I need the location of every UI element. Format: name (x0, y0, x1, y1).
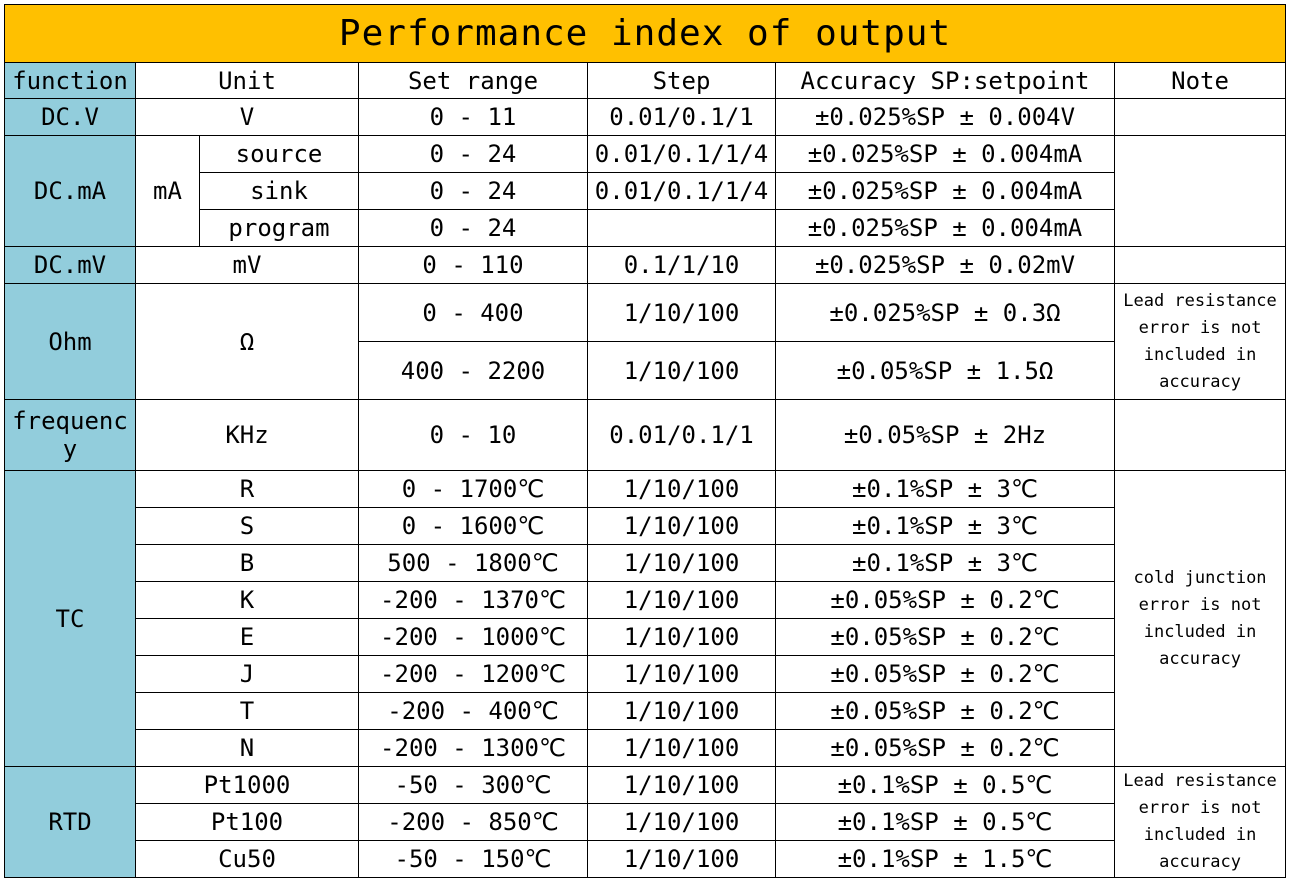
note-cell (1115, 136, 1286, 247)
function-cell-frequency: frequency (5, 400, 136, 471)
range-cell: 0 - 11 (359, 99, 588, 136)
table-row (5, 508, 1286, 545)
range-cell: -200 - 1300℃ (359, 730, 588, 767)
table-row (5, 804, 1286, 841)
unit-cell: B (136, 545, 359, 582)
unit-cell: S (136, 508, 359, 545)
table-row (5, 545, 1286, 582)
table-row (5, 619, 1286, 656)
header-row (5, 63, 1286, 99)
header-set-range: Set range (359, 63, 588, 99)
accuracy-cell: ±0.05%SP ± 1.5Ω (776, 342, 1115, 400)
unit-cell: mV (136, 247, 359, 284)
function-cell-dcma: DC.mA (5, 136, 136, 247)
note-cell-tc: cold junction error is not included in accuracy (1115, 471, 1286, 767)
accuracy-cell: ±0.05%SP ± 0.2℃ (776, 693, 1115, 730)
step-cell: 1/10/100 (588, 582, 776, 619)
unit-cell: R (136, 471, 359, 508)
accuracy-cell: ±0.025%SP ± 0.004mA (776, 210, 1115, 247)
step-cell: 0.1/1/10 (588, 247, 776, 284)
range-cell: 400 - 2200 (359, 342, 588, 400)
step-cell: 1/10/100 (588, 656, 776, 693)
accuracy-cell: ±0.05%SP ± 2Hz (776, 400, 1115, 471)
header-step: Step (588, 63, 776, 99)
step-cell: 0.01/0.1/1 (588, 400, 776, 471)
subunit-cell: sink (200, 173, 359, 210)
header-unit: Unit (136, 63, 359, 99)
accuracy-cell: ±0.05%SP ± 0.2℃ (776, 582, 1115, 619)
table-row (5, 247, 1286, 284)
range-cell: 0 - 24 (359, 210, 588, 247)
step-cell: 0.01/0.1/1/4 (588, 136, 776, 173)
step-cell: 1/10/100 (588, 804, 776, 841)
accuracy-cell: ±0.1%SP ± 1.5℃ (776, 841, 1115, 878)
function-cell-ohm: Ohm (5, 284, 136, 400)
step-cell: 0.01/0.1/1 (588, 99, 776, 136)
header-accuracy: Accuracy SP:setpoint (776, 63, 1115, 99)
accuracy-cell: ±0.05%SP ± 0.2℃ (776, 619, 1115, 656)
unit-cell: Ω (136, 284, 359, 400)
unit-cell: Cu50 (136, 841, 359, 878)
step-cell: 1/10/100 (588, 471, 776, 508)
range-cell: -200 - 1000℃ (359, 619, 588, 656)
range-cell: 0 - 24 (359, 173, 588, 210)
note-cell (1115, 400, 1286, 471)
note-cell-rtd: Lead resistance error is not included in accuracy (1115, 767, 1286, 878)
table-row (5, 767, 1286, 804)
step-cell: 1/10/100 (588, 342, 776, 400)
table-row (5, 730, 1286, 767)
accuracy-cell: ±0.025%SP ± 0.3Ω (776, 284, 1115, 342)
step-cell: 1/10/100 (588, 841, 776, 878)
range-cell: -200 - 400℃ (359, 693, 588, 730)
accuracy-cell: ±0.025%SP ± 0.004V (776, 99, 1115, 136)
note-cell-ohm: Lead resistance error is not included in accuracy (1115, 284, 1286, 400)
accuracy-cell: ±0.05%SP ± 0.2℃ (776, 730, 1115, 767)
unit-cell: Pt100 (136, 804, 359, 841)
step-cell: 1/10/100 (588, 508, 776, 545)
range-cell: -200 - 850℃ (359, 804, 588, 841)
range-cell: 0 - 24 (359, 136, 588, 173)
table-title: Performance index of output (5, 5, 1286, 63)
step-cell: 1/10/100 (588, 284, 776, 342)
table-row (5, 693, 1286, 730)
unit-cell: J (136, 656, 359, 693)
performance-table (4, 4, 1286, 878)
table-row (5, 99, 1286, 136)
accuracy-cell: ±0.025%SP ± 0.004mA (776, 173, 1115, 210)
note-cell (1115, 99, 1286, 136)
step-cell: 0.01/0.1/1/4 (588, 173, 776, 210)
accuracy-cell: ±0.1%SP ± 3℃ (776, 508, 1115, 545)
accuracy-cell: ±0.025%SP ± 0.02mV (776, 247, 1115, 284)
range-cell: -50 - 150℃ (359, 841, 588, 878)
unit-cell: K (136, 582, 359, 619)
accuracy-cell: ±0.025%SP ± 0.004mA (776, 136, 1115, 173)
unit-cell-ma: mA (136, 136, 200, 247)
unit-cell: T (136, 693, 359, 730)
function-cell-dcmv: DC.mV (5, 247, 136, 284)
accuracy-cell: ±0.1%SP ± 3℃ (776, 471, 1115, 508)
function-cell-rtd: RTD (5, 767, 136, 878)
range-cell: 500 - 1800℃ (359, 545, 588, 582)
subunit-cell: source (200, 136, 359, 173)
function-cell-dcv: DC.V (5, 99, 136, 136)
accuracy-cell: ±0.1%SP ± 0.5℃ (776, 804, 1115, 841)
step-cell: 1/10/100 (588, 693, 776, 730)
range-cell: 0 - 1700℃ (359, 471, 588, 508)
header-note: Note (1115, 63, 1286, 99)
accuracy-cell: ±0.05%SP ± 0.2℃ (776, 656, 1115, 693)
unit-cell: Pt1000 (136, 767, 359, 804)
table-row (5, 400, 1286, 471)
unit-cell: KHz (136, 400, 359, 471)
accuracy-cell: ±0.1%SP ± 0.5℃ (776, 767, 1115, 804)
step-cell: 1/10/100 (588, 545, 776, 582)
step-cell: 1/10/100 (588, 730, 776, 767)
step-cell (588, 210, 776, 247)
table-row (5, 471, 1286, 508)
range-cell: 0 - 110 (359, 247, 588, 284)
accuracy-cell: ±0.1%SP ± 3℃ (776, 545, 1115, 582)
unit-cell: V (136, 99, 359, 136)
table-row (5, 582, 1286, 619)
table-row (5, 656, 1286, 693)
subunit-cell: program (200, 210, 359, 247)
unit-cell: N (136, 730, 359, 767)
note-cell (1115, 247, 1286, 284)
performance-table-container (4, 4, 1286, 878)
range-cell: -200 - 1200℃ (359, 656, 588, 693)
range-cell: 0 - 1600℃ (359, 508, 588, 545)
header-function: function (5, 63, 136, 99)
range-cell: -200 - 1370℃ (359, 582, 588, 619)
range-cell: 0 - 400 (359, 284, 588, 342)
table-row (5, 841, 1286, 878)
unit-cell: E (136, 619, 359, 656)
step-cell: 1/10/100 (588, 767, 776, 804)
table-row (5, 136, 1286, 173)
range-cell: 0 - 10 (359, 400, 588, 471)
table-row (5, 284, 1286, 342)
range-cell: -50 - 300℃ (359, 767, 588, 804)
function-cell-tc: TC (5, 471, 136, 767)
step-cell: 1/10/100 (588, 619, 776, 656)
